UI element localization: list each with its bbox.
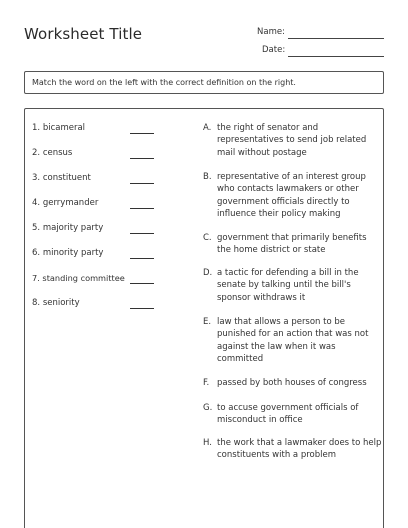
answer-blank[interactable] — [130, 158, 154, 159]
definition-item — [203, 267, 383, 304]
answer-blank[interactable] — [130, 208, 154, 209]
term-word: constituent — [42, 173, 91, 183]
term-number: 2. — [32, 148, 41, 158]
definition-item — [203, 122, 383, 159]
term-number: 6. — [32, 248, 41, 258]
answer-blank[interactable] — [130, 233, 154, 234]
definition-text: a tactic for defending a bill in the senate by talking until the bill's sponsor withdraws it — [217, 268, 359, 303]
definition-text: representative of an interest group who contacts lawmakers or other government officials directly to influence their policy making — [217, 172, 366, 219]
term-item — [32, 173, 91, 183]
term-number: 3. — [32, 173, 41, 183]
term-item — [32, 198, 98, 208]
term-item — [32, 148, 72, 158]
term-number: 1. — [32, 123, 41, 133]
definition-item — [203, 437, 383, 462]
term-word: majority party — [42, 223, 104, 233]
definition-item — [203, 316, 383, 365]
term-word: seniority — [42, 298, 80, 308]
name-label: Name: — [257, 27, 285, 37]
term-number: 4. — [32, 198, 41, 208]
term-item — [32, 223, 103, 233]
definition-item — [203, 377, 383, 389]
definition-letter: G. — [203, 403, 213, 413]
term-word: census — [42, 148, 73, 158]
term-item — [32, 123, 85, 133]
definition-item — [203, 171, 383, 220]
term-word: bicameral — [42, 123, 86, 133]
definition-text: government that primarily benefits the home district or state — [217, 233, 367, 256]
term-number: 7. — [32, 273, 40, 283]
term-number: 5. — [32, 223, 41, 233]
answer-blank[interactable] — [130, 133, 154, 134]
definition-text: the right of senator and representatives to send job related mail without postage — [217, 123, 367, 158]
definition-letter: E. — [203, 317, 212, 327]
term-word: standing committee — [42, 273, 125, 283]
date-label: Date: — [262, 45, 286, 55]
definition-text: passed by both houses of congress — [217, 378, 367, 388]
definition-text: to accuse government officials of misconduct in office — [217, 403, 359, 426]
definition-letter: F. — [203, 378, 210, 388]
term-word: minority party — [42, 248, 104, 258]
term-item — [32, 248, 103, 258]
answer-blank[interactable] — [130, 258, 154, 259]
definition-text: the work that a lawmaker does to help constituents with a problem — [217, 438, 382, 461]
answer-blank[interactable] — [130, 183, 154, 184]
definition-letter: A. — [203, 123, 212, 133]
term-number: 8. — [32, 298, 41, 308]
answer-blank[interactable] — [130, 308, 154, 309]
name-field[interactable] — [288, 38, 384, 39]
definition-letter: D. — [203, 268, 213, 278]
answer-blank[interactable] — [130, 283, 154, 284]
worksheet-title: Worksheet Title — [24, 25, 143, 43]
term-word: gerrymander — [42, 198, 99, 208]
term-item — [32, 273, 125, 283]
definition-letter: C. — [203, 233, 212, 243]
definition-text: law that allows a person to be punished for an action that was not against the law when it was committed — [217, 317, 369, 364]
definition-letter: H. — [203, 438, 212, 448]
definition-letter: B. — [203, 172, 212, 182]
definition-item — [203, 232, 383, 257]
term-item — [32, 298, 80, 308]
date-field[interactable] — [288, 56, 384, 57]
instructions-box: Match the word on the left with the correct definition on the right. — [24, 71, 384, 94]
definition-item — [203, 402, 383, 427]
